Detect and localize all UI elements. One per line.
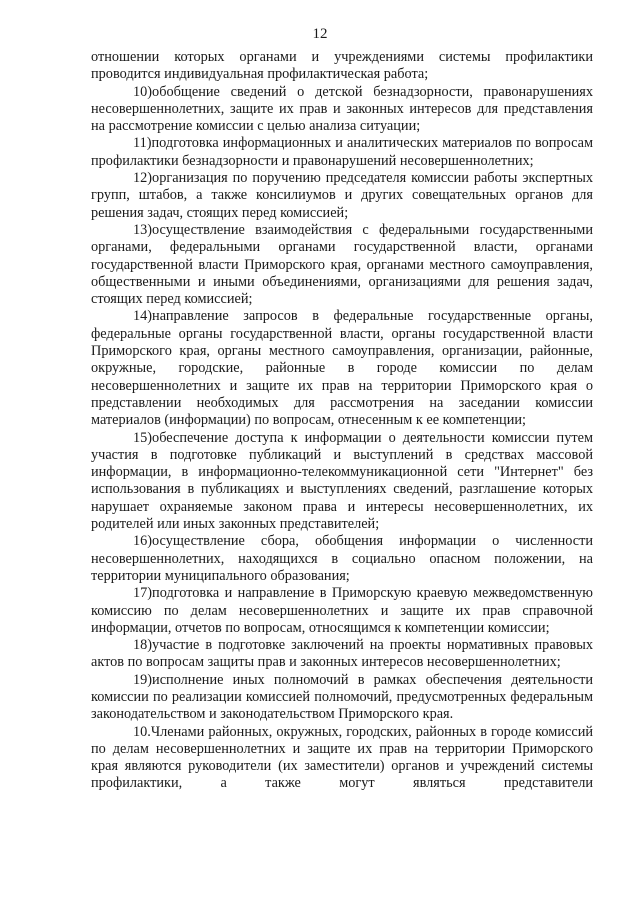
paragraph-item-13: 13)осуществление взаимодействия с федеральными государственными органами, федеральными органами государственной власти, органами государственной власти Приморского края, органами местного самоуправления, общественными и иными объединениями, организациями для решения задач, стоящих перед комиссией; (91, 221, 593, 308)
paragraph-item-16: 16)осуществление сбора, обобщения информации о численности несовершеннолетних, находящихся в социально опасном положении, на территории муниципального образования; (91, 533, 593, 584)
paragraph-section-10: 10.Членами районных, окружных, городских, районных в городе комиссий по делам несовершеннолетних и защите их прав на территории Приморского края являются руководители (их заместители) органов и учреждений системы профилактики, а также могут являться представители (91, 723, 593, 792)
paragraph-item-18: 18)участие в подготовке заключений на проекты нормативных правовых актов по вопросам защиты прав и законных интересов несовершеннолетних; (91, 637, 593, 671)
paragraph-item-14: 14)направление запросов в федеральные государственные органы, федеральные органы государственной власти, органы государственной власти Приморского края, органы местного самоуправления, организации, районные, окружные, городские, районные в городе комиссии по делам несовершеннолетних и защите их прав на территории Приморского края о представлении необходимых для рассмотрения на заседании комиссии материалов (информации) по вопросам, отнесенным к ее компетенции; (91, 308, 593, 429)
page-number: 12 (312, 26, 328, 42)
paragraph-item-11: 11)подготовка информационных и аналитических материалов по вопросам профилактики безнадзорности и правонарушений несовершеннолетних; (91, 135, 593, 169)
paragraph-item-12: 12)организация по поручению председателя комиссии работы экспертных групп, штабов, а также консилиумов и других совещательных органов для решения задач, стоящих перед комиссией; (91, 170, 593, 221)
paragraph-continuation: отношении которых органами и учреждениями системы профилактики проводится индивидуальная профилактическая работа; (91, 49, 593, 83)
paragraph-item-17: 17)подготовка и направление в Приморскую краевую межведомственную комиссию по делам несовершеннолетних и защите их прав справочной информации, отчетов по вопросам, относящимся к компетенции комиссии; (91, 585, 593, 636)
paragraph-item-19: 19)исполнение иных полномочий в рамках обеспечения деятельности комиссии по реализации комиссией полномочий, предусмотренных федеральным законодательством и законодательством Приморского края. (91, 671, 593, 723)
paragraph-item-15: 15)обеспечение доступа к информации о деятельности комиссии путем участия в подготовке публикаций и выступлений в средствах массовой информации, в информационно-телекоммуникационной сети "Интернет" без использования в публикациях и выступлениях сведений, разглашение которых нарушает охраняемые законом права и интересы несовершеннолетних, их родителей или иных законных представителей; (91, 429, 593, 533)
paragraph-item-10: 10)обобщение сведений о детской безнадзорности, правонарушениях несовершеннолетних, защите их прав и законных интересов для представления на рассмотрение комиссии с целью анализа ситуации; (91, 83, 593, 135)
document-body (91, 49, 593, 793)
